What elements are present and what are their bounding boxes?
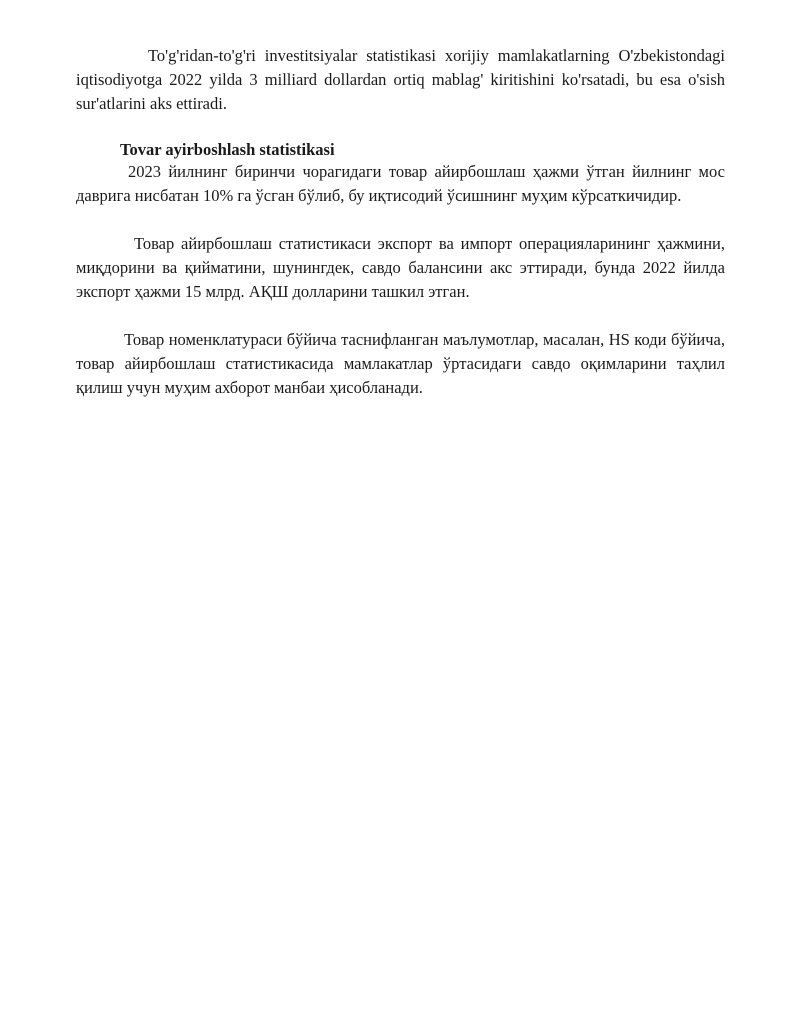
trade-statistics-paragraph: Товар айирбошлаш статистикаси экспорт ва импорт операцияларининг ҳажмини, миқдорини ва қийматини, шунингдек, савдо балансини акс эттиради, бунда 2022 йилда экспорт ҳажми 15 млрд. АҚШ долларини ташкил этган. — [76, 234, 725, 301]
investment-paragraph: To'g'ridan-to'g'ri investitsiyalar statistikasi xorijiy mamlakatlarning O'zbekistondagi iqtisodiyotga 2022 yilda 3 milliard dollardan ortiq mablag' kiritishini ko'rsatadi, bu esa o'sish sur'atlarini aks ettiradi. — [76, 46, 725, 113]
section-heading: Tovar ayirboshlash statistikasi — [120, 140, 335, 159]
nomenclature-paragraph: Товар номенклатураси бўйича таснифланган маълумотлар, масалан, HS коди бўйича, товар айирбошлаш статистикасида мамлакатлар ўртасидаги савдо оқимларини таҳлил қилиш учун муҳим ахборот манбаи ҳисобланади. — [76, 330, 725, 397]
document-page — [76, 44, 725, 400]
trade-volume-paragraph: 2023 йилнинг биринчи чорагидаги товар айирбошлаш ҳажми ўтган йилнинг мос даврига нисбатан 10% га ўсган бўлиб, бу иқтисодий ўсишнинг муҳим кўрсаткичидир. — [76, 162, 725, 205]
